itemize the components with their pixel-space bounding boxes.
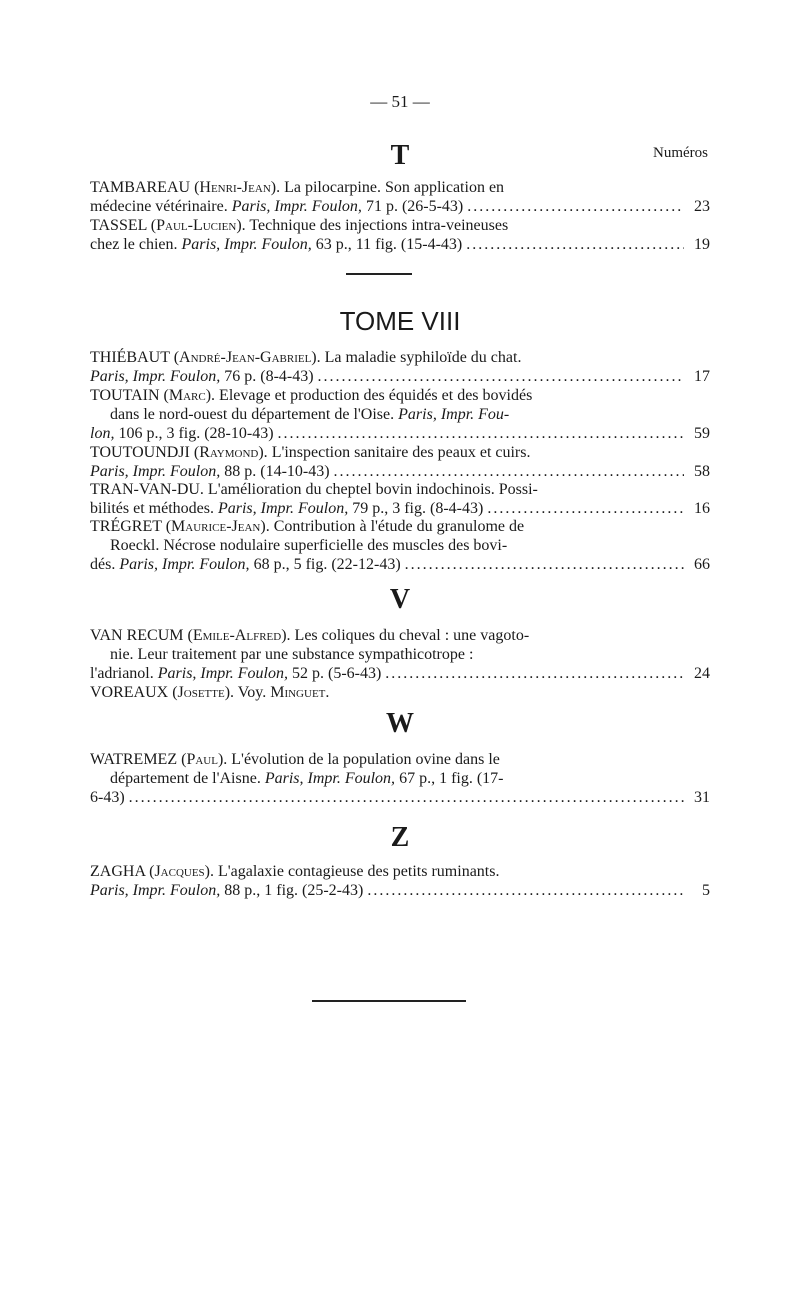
entry-watremez — [90, 750, 710, 807]
entry-title-cont: nie. Leur traitement par une substance sympathicotrope : — [110, 646, 474, 663]
page-number: — 51 — — [370, 92, 430, 111]
entry-publisher: Paris, Impr. Foulon, — [264, 770, 396, 787]
entry-tran-van-du — [90, 480, 710, 518]
entry-publisher: Paris, Impr. Foulon, — [217, 500, 349, 517]
entry-given-name: (Maurice-Jean). — [165, 518, 270, 535]
leader-dots — [129, 788, 684, 807]
entry-title: L'agalaxie contagieuse des petits ruminants. — [218, 863, 500, 880]
entry-details: 67 p., 1 fig. (17- — [399, 770, 504, 787]
entry-given-name: (Henri-Jean). — [194, 179, 281, 196]
entry-title: La pilocarpine. Son application en — [284, 179, 505, 196]
entry-title-cont: chez le chien. — [90, 236, 178, 253]
entry-number: 23 — [694, 198, 710, 215]
entry-toutoundji — [90, 443, 710, 481]
entry-publisher: Paris, Impr. Foulon, — [90, 368, 221, 385]
entry-details: 88 p., 1 fig. (25-2-43) — [224, 882, 364, 899]
entry-given-name: (Emile-Alfred). — [187, 627, 291, 644]
section-letter-t: T — [390, 140, 410, 171]
leader-dots — [334, 462, 684, 481]
section-divider — [346, 273, 412, 275]
entry-number: 58 — [694, 463, 710, 480]
leader-dots — [467, 197, 684, 216]
column-label: Numéros — [653, 145, 708, 161]
entry-given-name: (Jacques). — [149, 863, 214, 880]
entry-title: Les coliques du cheval : une vagoto- — [294, 627, 530, 644]
entry-van-recum — [90, 626, 710, 683]
entry-number: 59 — [694, 425, 710, 442]
entry-given-name: (Paul). — [181, 751, 228, 768]
entry-number: 31 — [694, 789, 710, 806]
entry-thiebaut — [90, 348, 710, 386]
entry-author: VAN RECUM — [90, 627, 184, 644]
leader-dots — [278, 424, 684, 443]
entry-title: Contribution à l'étude du granulome de — [273, 518, 525, 535]
entry-tambareau — [90, 178, 710, 216]
entry-details: 88 p. (14-10-43) — [224, 463, 330, 480]
entry-details: 63 p., 11 fig. (15-4-43) — [315, 236, 463, 253]
entry-details: 52 p. (5-6-43) — [291, 665, 382, 682]
leader-dots — [385, 664, 684, 683]
entry-tregret — [90, 517, 710, 574]
entry-number: 24 — [694, 665, 710, 682]
leader-dots — [405, 555, 684, 574]
leader-dots — [487, 499, 684, 518]
entry-publisher: Paris, Impr. Foulon, — [181, 236, 312, 253]
entry-title-cont: dans le nord-ouest du département de l'Oise. — [110, 406, 395, 423]
leader-dots — [318, 367, 684, 386]
entry-author: ZAGHA — [90, 863, 146, 880]
entry-toutain — [90, 386, 710, 443]
entry-publisher: Paris, Impr. Foulon, — [90, 463, 221, 480]
entry-details: 79 p., 3 fig. (8-4-43) — [352, 500, 484, 517]
entry-given-name: (Josette). — [172, 684, 235, 701]
section-letter-z: Z — [390, 822, 410, 853]
entry-number: 16 — [694, 500, 710, 517]
entry-given-name: (Paul-Lucien). — [150, 217, 246, 234]
entry-cross-reference: Minguet. — [270, 684, 330, 701]
entry-given-name: (André-Jean-Gabriel). — [173, 349, 321, 366]
entry-author: WATREMEZ — [90, 751, 178, 768]
entry-title: Elevage et production des équidés et des bovidés — [219, 387, 533, 404]
entry-title-cont: département de l'Aisne. — [110, 770, 261, 787]
entry-title-cont: dés. — [90, 556, 116, 573]
entry-publisher: Paris, Impr. Foulon, — [231, 198, 362, 215]
entry-number: 66 — [694, 556, 710, 573]
leader-dots — [466, 235, 684, 254]
entry-title: La maladie syphiloïde du chat. — [324, 349, 522, 366]
end-rule — [312, 1000, 466, 1002]
entry-publisher: Paris, Impr. Foulon, — [119, 556, 250, 573]
entry-title-cont: bilités et méthodes. — [90, 500, 214, 517]
entry-details: 68 p., 5 fig. (22-12-43) — [253, 556, 401, 573]
entry-number: 5 — [702, 882, 710, 899]
entry-title: L'inspection sanitaire des peaux et cuirs. — [271, 444, 531, 461]
entry-publisher: Paris, Impr. Fou- — [398, 406, 510, 423]
entry-author: TRÉGRET — [90, 518, 162, 535]
entry-title: Voy. — [237, 684, 267, 701]
section-letter-w: W — [386, 708, 414, 739]
entry-author: TOUTOUNDJI — [90, 444, 190, 461]
entry-number: 19 — [694, 236, 710, 253]
tome-heading: TOME VIII — [339, 306, 461, 336]
entry-title: L'amélioration du cheptel bovin indochinois. Possi- — [207, 481, 538, 498]
section-letter-v: V — [389, 584, 411, 615]
entry-title-cont: l'adrianol. — [90, 665, 154, 682]
entry-given-name: (Raymond). — [193, 444, 268, 461]
entry-given-name: (Marc). — [163, 387, 216, 404]
entry-title: Technique des injections intra-veineuses — [249, 217, 509, 234]
entry-number: 17 — [694, 368, 710, 385]
entry-author: TAMBAREAU — [90, 179, 191, 196]
entry-author: TASSEL — [90, 217, 147, 234]
entry-voreaux — [90, 683, 710, 702]
entry-author: TRAN-VAN-DU. — [90, 481, 204, 498]
entry-tassel — [90, 216, 710, 254]
entry-details-cont: 6-43) — [90, 789, 125, 806]
leader-dots — [367, 881, 684, 900]
entry-publisher-cont: lon, — [90, 425, 115, 442]
entry-author: THIÉBAUT — [90, 349, 170, 366]
entry-details: 76 p. (8-4-43) — [224, 368, 314, 385]
entry-author: TOUTAIN — [90, 387, 160, 404]
entry-title-cont: Roeckl. Nécrose nodulaire superficielle des muscles des bovi- — [110, 537, 508, 554]
entry-publisher: Paris, Impr. Foulon, — [90, 882, 221, 899]
entry-zagha — [90, 862, 710, 900]
entry-title-cont: médecine vétérinaire. — [90, 198, 228, 215]
entry-details: 71 p. (26-5-43) — [365, 198, 464, 215]
entry-details: 106 p., 3 fig. (28-10-43) — [118, 425, 274, 442]
entry-title: L'évolution de la population ovine dans le — [231, 751, 500, 768]
entry-publisher: Paris, Impr. Foulon, — [157, 665, 288, 682]
entry-author: VOREAUX — [90, 684, 169, 701]
